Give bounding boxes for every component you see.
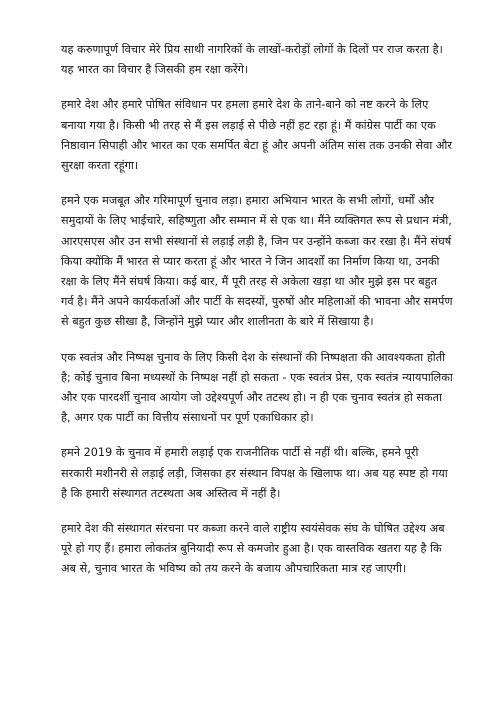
paragraph-1: यह करुणापूर्ण विचार मेरे प्रिय साथी नागरिकों के लाखों-करोड़ों लोगों के दिलों पर राज करता है। यह भारत का विचार है जिसकी हम रक्षा करेंगे। bbox=[61, 43, 443, 77]
paragraph-6: हमारे देश की संस्थागत संरचना पर कब्जा करने वाले राष्ट्रीय स्वयंसेवक संघ के घोषित उद्देश्य अब पूरे हो गए हैं। हमारा लोकतंत्र बुनियादी रूप से कमजोर हुआ है। एक वास्तविक खतरा यह है कि अब से, चुनाव भारत के भविष्य को तय करने के बजाय औपचारिकता मात्र रह जाएगी। bbox=[61, 522, 445, 576]
paragraph-4: एक स्वतंत्र और निष्पक्ष चुनाव के लिए किसी देश के संस्थानों की निष्पक्षता की आवश्यकता होती है; कोई चुनाव बिना मध्यस्थों के निष्पक्ष नहीं हो सकता - एक स्वतंत्र प्रेस, एक स्वतंत्र न्यायपालिका और एक पारदर्शी चुनाव आयोग जो उद्देश्यपूर्ण और तटस्थ हो। न ही एक चुनाव स्वतंत्र हो सकता है, अगर एक पार्टी का वित्तीय संसाधनों पर पूर्ण एकाधिकार हो। bbox=[61, 350, 453, 425]
paragraph-2: हमारे देश और हमारे पोषित संविधान पर हमला हमारे देश के ताने-बाने को नष्ट करने के लिए बनाया गया है। किसी भी तरह से मैं इस लड़ाई से पीछे नहीं हट रहा हूं। मैं कांग्रेस पार्टी का एक निष्ठावान सिपाही और भारत का एक समर्पित बेटा हूं और अपनी अंतिम सांस तक उनकी सेवा और सुरक्षा करता रहूंगा। bbox=[61, 98, 453, 173]
paragraph-3: हमने एक मजबूत और गरिमापूर्ण चुनाव लड़ा। हमारा अभियान भारत के सभी लोगों, धर्मों और समुदायों के लिए भाईचारे, सहिष्णुता और सम्मान में से एक था। मैंने व्यक्तिगत रूप से प्रधान मंत्री, आरएसएस और उन सभी संस्थानों से लड़ाई लड़ी है, जिन पर उन्होंने कब्जा कर रखा है। मैंने संघर्ष किया क्योंकि मैं भारत से प्यार करता हूं और भारत ने जिन आदर्शों का निर्माण किया था, उनकी रक्षा के लिए मैंने संघर्ष किया। कई बार, मैं पूरी तरह से अकेला खड़ा था और मुझे इस पर बहुत गर्व है। मैंने अपने कार्यकर्ताओं और पार्टी के सदस्यों, पुरुषों और महिलाओं की भावना और समर्पण से बहुत कुछ सीखा है, जिन्होंने मुझे प्यार और शालीनता के बारे में सिखाया है। bbox=[61, 194, 453, 329]
paragraph-5: हमने 2019 के चुनाव में हमारी लड़ाई एक राजनीतिक पार्टी से नहीं थी। बल्कि, हमने पूरी सरकारी मशीनरी से लड़ाई लड़ी, जिसका हर संस्थान विपक्ष के खिलाफ था। अब यह स्पष्ट हो गया है कि हमारी संस्थागत तटस्थता अब अस्तित्व में नहीं है। bbox=[61, 446, 448, 500]
